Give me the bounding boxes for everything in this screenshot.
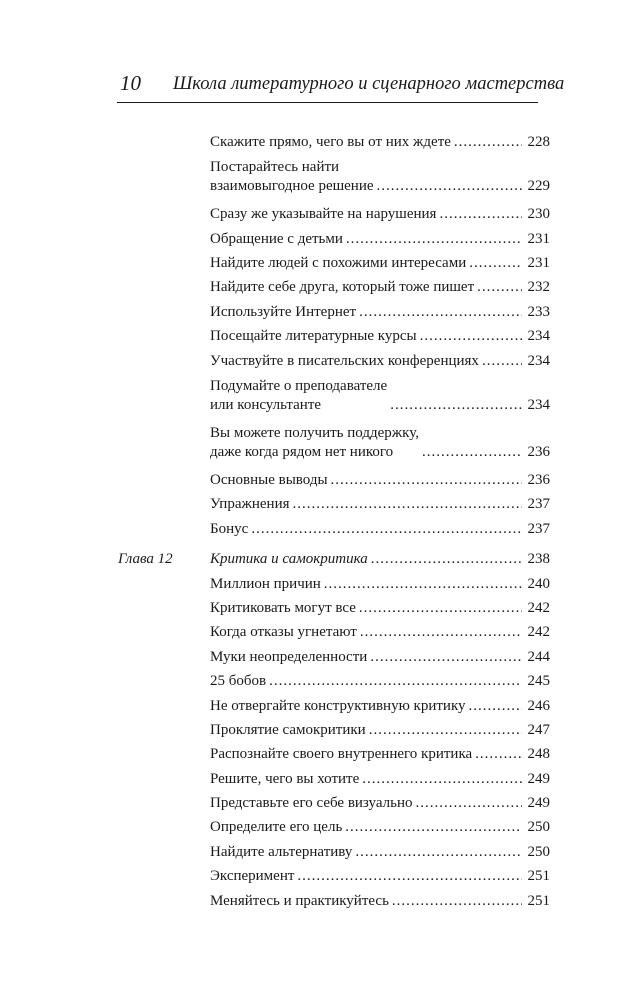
toc-entry-page: 231 [527, 230, 550, 247]
toc-entry [118, 886, 550, 910]
toc-entry-page: 247 [527, 721, 550, 738]
toc-entry [118, 789, 550, 813]
dot-leader [477, 278, 522, 297]
toc-entry-page: 229 [527, 178, 550, 195]
toc-entry-page: 251 [527, 868, 550, 885]
toc-entry-title: Основные выводы [210, 472, 328, 489]
toc-entry [118, 837, 550, 861]
toc-entry-page: 250 [527, 843, 550, 860]
toc-entry-page: 249 [527, 770, 550, 787]
toc-entry-page: 248 [527, 746, 550, 763]
toc-entry-page: 236 [527, 444, 550, 461]
toc-entry [118, 490, 550, 514]
dot-leader [439, 205, 522, 224]
toc-entry-title: Подумайте о преподавателе или консультанте [210, 377, 388, 413]
toc-entry-title: Найдите людей с похожими интересами [210, 255, 467, 272]
toc-entry [118, 618, 550, 642]
dot-leader [359, 599, 522, 618]
toc-entry [118, 594, 550, 618]
toc-entry [118, 322, 550, 346]
toc-entry [118, 764, 550, 788]
toc-entry-page: 251 [527, 892, 550, 909]
toc-entry [118, 667, 550, 691]
toc-entry-title: Миллион причин [210, 575, 321, 592]
toc-entry-title: Представьте его себе визуально [210, 795, 413, 812]
dot-leader [346, 230, 522, 249]
dot-leader [293, 495, 523, 514]
toc-entry [118, 740, 550, 764]
toc-entry [118, 862, 550, 886]
toc-entry-title: Скажите прямо, чего вы от них ждете [210, 134, 451, 151]
dot-leader [355, 843, 522, 862]
toc-entry-page: 242 [527, 599, 550, 616]
dot-leader [324, 575, 522, 594]
toc-entry-page: 237 [527, 496, 550, 513]
toc-entry-page: 246 [527, 697, 550, 714]
toc-entry [118, 200, 550, 224]
toc-entry-title: Критиковать могут все [210, 599, 356, 616]
toc-entry-page: 244 [527, 648, 550, 665]
toc-entry-page: 232 [527, 279, 550, 296]
dot-leader [371, 550, 522, 569]
toc-entry [118, 642, 550, 666]
toc-entry-title: Эксперимент [210, 868, 295, 885]
toc-entry-title: Найдите себе друга, который тоже пишет [210, 279, 475, 296]
dot-leader [390, 396, 522, 415]
toc-chapter-entry [118, 545, 550, 569]
toc-entry-page: 234 [527, 396, 550, 413]
toc-entry-title: Не отвергайте конструктивную критику [210, 697, 466, 714]
dot-leader [369, 721, 522, 740]
toc-entry-title: Участвуйте в писательских конференциях [210, 352, 479, 369]
dot-leader [416, 794, 523, 813]
toc-entry [118, 466, 550, 490]
toc-entry [118, 371, 550, 415]
toc-entry-page: 245 [527, 673, 550, 690]
dot-leader [422, 443, 522, 462]
dot-leader [420, 327, 522, 346]
dot-leader [370, 648, 522, 667]
toc-entry-page: 234 [527, 352, 550, 369]
dot-leader [362, 770, 522, 789]
toc-entry [118, 691, 550, 715]
toc-entry-title: Постарайтесь найти взаимовыгодное решение [210, 159, 374, 195]
dot-leader [297, 867, 522, 886]
toc-entry-title: Используйте Интернет [210, 303, 357, 320]
toc-entry [118, 514, 550, 538]
toc-entry-page: 242 [527, 624, 550, 641]
dot-leader [469, 254, 522, 273]
dot-leader [377, 177, 522, 196]
toc-entry-title: Определите его цель [210, 819, 343, 836]
dot-leader [482, 352, 522, 371]
toc-entry-page: 240 [527, 575, 550, 592]
chapter-title: Критика и самокритика [210, 551, 368, 568]
dot-leader [269, 672, 522, 691]
dot-leader [469, 697, 522, 716]
chapter-page: 238 [527, 551, 550, 568]
toc-entry [118, 569, 550, 593]
toc-entry-title: Найдите альтернативу [210, 843, 353, 860]
page-number: 10 [120, 71, 141, 95]
chapter-label: Глава 12 [118, 551, 173, 568]
dot-leader [475, 745, 522, 764]
toc-entry [118, 128, 550, 152]
toc-entry-title: Упражнения [210, 496, 290, 513]
dot-leader [251, 520, 522, 539]
dot-leader [454, 133, 522, 152]
toc-entry-title: Когда отказы угнетают [210, 624, 357, 641]
toc-entry-title: Посещайте литературные курсы [210, 328, 417, 345]
toc-entry [118, 249, 550, 273]
toc-entry-title: Меняйтесь и практикуйтесь [210, 892, 389, 909]
toc-entry-page: 228 [527, 134, 550, 151]
toc-entry-page: 250 [527, 819, 550, 836]
toc-entry-page: 233 [527, 303, 550, 320]
toc-entry-page: 234 [527, 328, 550, 345]
toc-entry-title: Вы можете получить поддержку, даже когда рядом нет никого [210, 425, 419, 461]
toc-entry-title: Решите, чего вы хотите [210, 770, 360, 787]
toc-entry-title: 25 бобов [210, 673, 267, 690]
toc-entry [118, 813, 550, 837]
toc-entry [118, 224, 550, 248]
toc-entry [118, 346, 550, 370]
toc-entry [118, 152, 550, 196]
toc-entry-page: 249 [527, 795, 550, 812]
toc-entry-title: Сразу же указывайте на нарушения [210, 206, 437, 223]
toc-entry-title: Проклятие самокритики [210, 721, 366, 738]
toc-entry-title: Бонус [210, 520, 249, 537]
running-title: Школа литературного и сценарного мастерства [173, 74, 565, 94]
dot-leader [392, 892, 522, 911]
toc-entry-page: 237 [527, 520, 550, 537]
toc-entry [118, 297, 550, 321]
toc-entry-title: Распознайте своего внутреннего критика [210, 746, 473, 763]
toc-entry [118, 716, 550, 740]
toc-entry [118, 418, 550, 462]
dot-leader [331, 471, 522, 490]
toc-entry-title: Муки неопределенности [210, 648, 368, 665]
toc-entry-page: 230 [527, 206, 550, 223]
toc-entry-page: 236 [527, 472, 550, 489]
dot-leader [360, 623, 522, 642]
toc-entry-page: 231 [527, 255, 550, 272]
dot-leader [359, 303, 522, 322]
toc-entry-title: Обращение с детьми [210, 230, 343, 247]
dot-leader [345, 818, 522, 837]
toc-entry [118, 273, 550, 297]
table-of-contents [118, 128, 550, 911]
running-header [117, 68, 565, 103]
